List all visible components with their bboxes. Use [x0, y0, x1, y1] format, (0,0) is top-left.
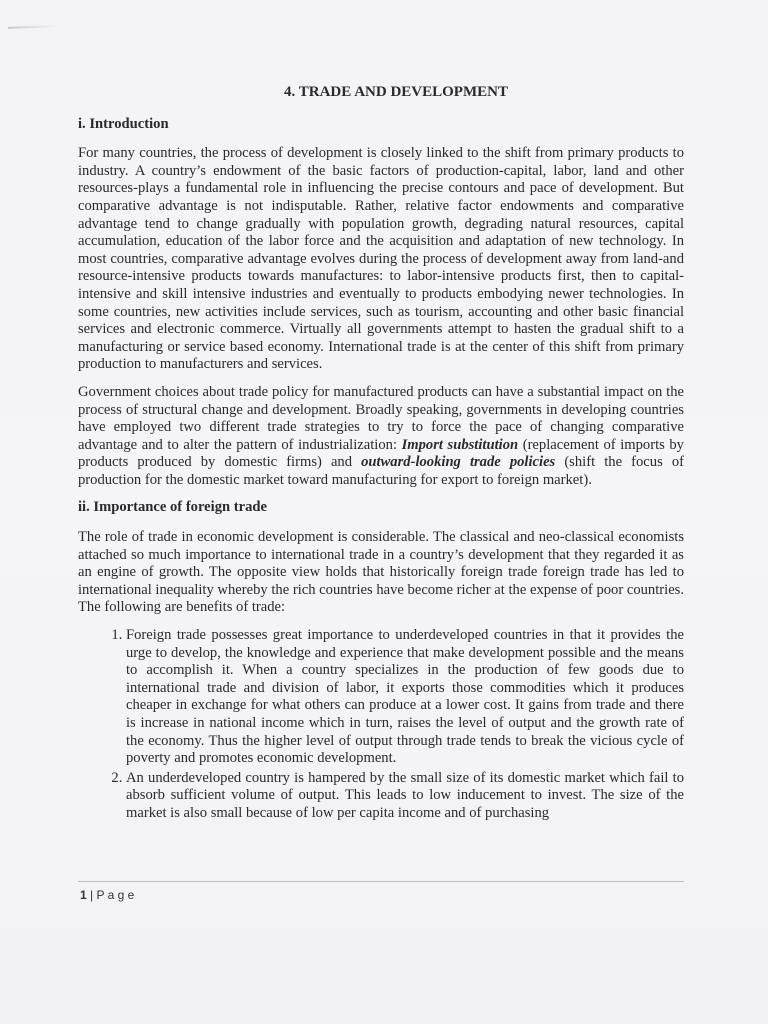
policy-text-3: (shift the focus of production for the domestic market toward manufacturing for export to foreign market).: [78, 454, 684, 488]
list-item: 2. An underdeveloped country is hampered by the small size of its domestic market which fail to absorb sufficient volume of output. This leads to low inducement to invest. The size of the market is also small because of low per capita income and of purchasing: [126, 770, 684, 823]
policy-text-2: (replacement of imports by products produced by domestic firms) and: [78, 436, 684, 471]
list-item: 1. Foreign trade possesses great importance to underdeveloped countries in that it provides the urge to develop, the knowledge and experience that make development possible and the means to accomplish it. When a country specializes in the production of few goods due to international trade and division of labor, it exports those commodities which it produces cheaper in exchange for what others can produce at a lower cost. It gains from trade and there is increase in national income which in turn, raises the level of output and the growth rate of the economy. Thus the higher level of output through trade tends to break the vicious cycle of poverty and promotes economic development.: [126, 627, 684, 768]
scan-artifact: [8, 25, 58, 29]
document-title: 4. TRADE AND DEVELOPMENT: [284, 84, 508, 100]
page-label: P a g e: [96, 888, 135, 902]
footer-divider: [78, 881, 684, 882]
section-heading-introduction: i. Introduction: [78, 115, 169, 132]
document-body: [78, 84, 684, 825]
page-footer: [80, 888, 134, 902]
term-import-substitution: Import substitution: [401, 436, 519, 453]
policy-text-1: Government choices about trade policy for manufactured products can have a substantial impact on the process of structural change and development. Broadly speaking, governments in developing countries have employed two different trade strategies to try to force the pace of changing comparative advantage and to alter the pattern of industrialization:: [78, 383, 684, 453]
page-number: 1: [80, 888, 87, 902]
paragraph-introduction: For many countries, the process of development is closely linked to the shift from primary products to industry. A country’s endowment of the basic factors of production-capital, labor, land and other resources-plays a fundamental role in influencing the precise contours and pace of development. But comparative advantage is not indisputable. Rather, relative factor endowments and comparative advantage tend to change gradually with population growth, degrading natural resources, capital accumulation, education of the labor force and the acquisition and adaptation of new technology. In most countries, comparative advantage evolves during the process of development away from land-and resource-intensive products towards manufactures: to labor-intensive products first, then to capital-intensive and skill intensive industries and eventually to products embodying newer technologies. In some countries, new activities include services, such as tourism, accounting and other basic financial services and electronic commerce. Virtually all governments attempt to hasten the gradual shift to a manufacturing or service based economy. International trade is at the center of this shift from primary production to manufacturers and services.: [78, 145, 684, 373]
paragraph-trade-policy: [78, 384, 684, 490]
paragraph-importance: The role of trade in economic development is considerable. The classical and neo-classical economists attached so much importance to international trade in a country’s development that they regarded it as an engine of growth. The opposite view holds that historically foreign trade foreign trade has led to international inequality whereby the rich countries have become richer at the expense of poor countries. The following are benefits of trade:: [78, 529, 684, 616]
benefits-list: [78, 627, 684, 823]
term-outward-looking: outward-looking trade policies: [361, 454, 556, 471]
section-heading-importance: ii. Importance of foreign trade: [78, 499, 268, 516]
footer-separator: |: [86, 888, 97, 902]
